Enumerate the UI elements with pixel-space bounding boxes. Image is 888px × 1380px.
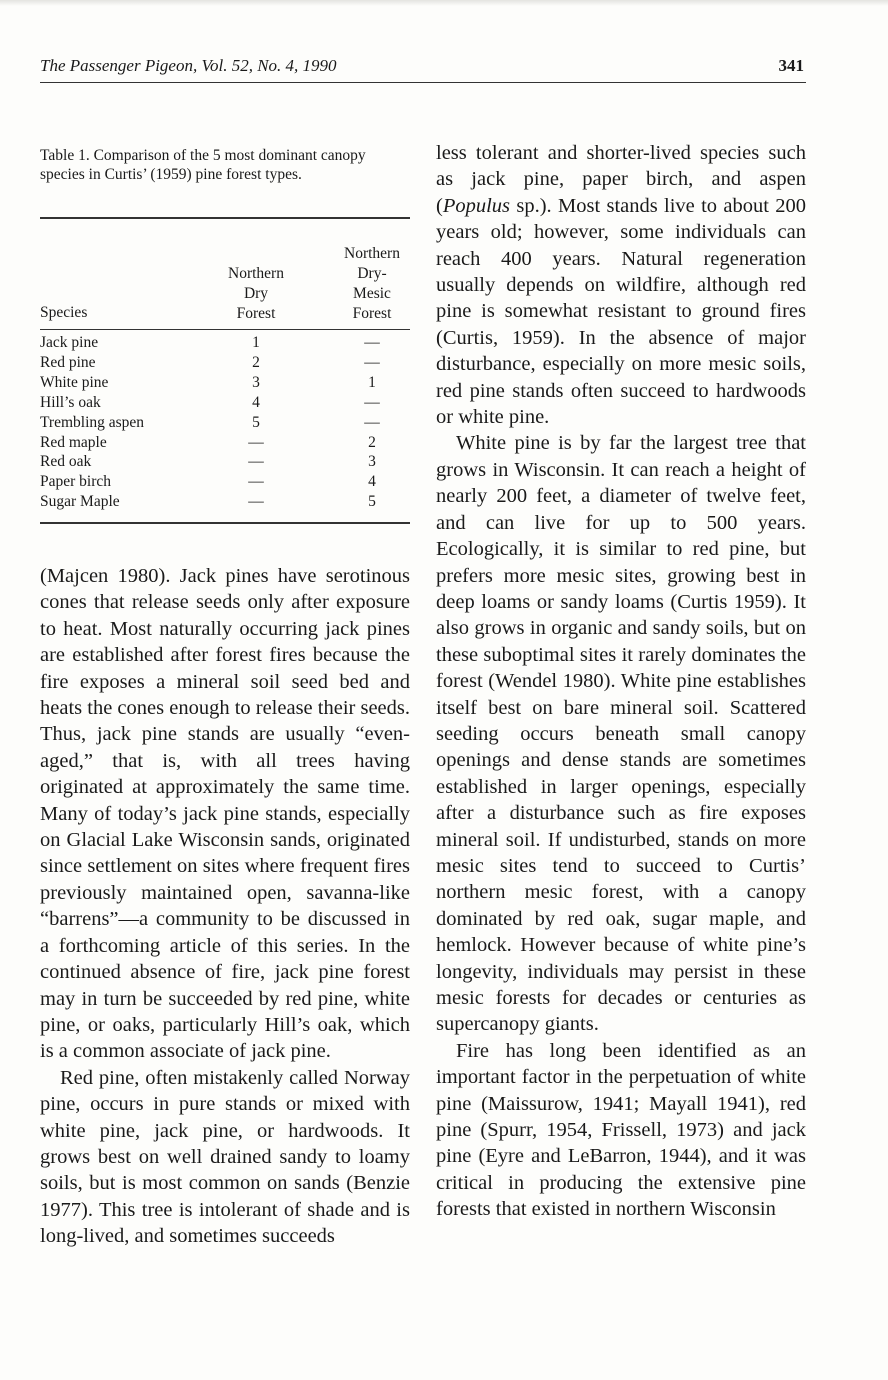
cell-northern-dry-mesic: 3 [368, 453, 376, 471]
cell-northern-dry-mesic: 2 [368, 433, 376, 451]
table-top-rule [40, 217, 410, 219]
header-species: Species [40, 304, 88, 321]
journal-title: The Passenger Pigeon, Vol. 52, No. 4, 1990 [40, 56, 337, 75]
paragraph: Fire has long been identified as an important factor in the perpetuation of white pine (Maissurow, 1941; Mayall 1941), red pine (Spurr, 1954, Frissell, 1973) and jack pine (Eyre and LeBarron, 1944), and it was critical in producing the extensive pine forests that existed in northern Wisconsin [436, 1039, 806, 1221]
table-bottom-rule [40, 522, 410, 524]
cell-northern-dry: — [248, 433, 264, 451]
header-northern-dry-mesic: Northern Dry- Mesic Forest [344, 245, 400, 322]
cell-northern-dry: 4 [252, 393, 260, 411]
cell-species: Sugar Maple [40, 493, 120, 511]
table-row [40, 333, 410, 353]
table-row [40, 393, 410, 413]
left-column-text [40, 563, 410, 1250]
paragraph: Red pine, often mistakenly called Norway pine, occurs in pure stands or mixed with white pine, jack pine, or hardwoods. It grows best on well drained sandy to loamy soils, but is most common on sands (Benzie 1977). This tree is intolerant of shade and is long-lived, and sometimes succeeds [40, 1066, 410, 1248]
cell-northern-dry: — [248, 473, 264, 491]
cell-northern-dry: 1 [252, 334, 260, 351]
table-row [40, 472, 410, 492]
page-top-edge [0, 0, 888, 6]
cell-species: White pine [40, 373, 109, 391]
table-header-rule [40, 329, 410, 330]
right-column-text [436, 140, 806, 1223]
cell-species: Paper birch [40, 473, 112, 491]
cell-northern-dry-mesic: — [364, 353, 380, 371]
table-row [40, 452, 410, 472]
cell-northern-dry: — [248, 493, 264, 511]
cell-northern-dry: 5 [252, 413, 260, 431]
cell-species: Trembling aspen [40, 413, 145, 431]
table-row [40, 492, 410, 512]
cell-northern-dry-mesic: 4 [368, 473, 376, 491]
paragraph: (Majcen 1980). Jack pines have serotinous cones that release seeds only after exposure to heat. Most naturally occurring jack pines are established after forest fires because the fire exposes a mineral soil seed bed and heats the cones enough to release their seeds. Thus, jack pine stands are usually “even-aged,” that is, with all trees having originated at approximately the same time. Many of today’s jack pine stands, especially on Glacial Lake Wisconsin sands, originated since settlement on sites where frequent fires previously maintained open, savanna-like “barrens”—a community to be discussed in a forthcoming article of this series. In the continued absence of fire, jack pine forest may in turn be succeeded by red pine, white pine, or oaks, particularly Hill’s oak, which is a common associate of jack pine. [40, 565, 411, 1063]
cell-northern-dry: 3 [252, 373, 260, 391]
table-row [40, 353, 410, 373]
table-row [40, 413, 410, 433]
cell-northern-dry-mesic: — [364, 413, 380, 431]
cell-species: Jack pine [40, 334, 99, 351]
cell-species: Red maple [40, 433, 107, 451]
cell-species: Red pine [40, 353, 96, 371]
paragraph: White pine is by far the largest tree that grows in Wisconsin. It can reach a height of nearly 200 feet, a diameter of twelve feet, and can live for up to 500 years. Ecologically, it is similar to red pine, but prefers more mesic sites, growing best in deep loams or sandy loams (Curtis 1959). It also grows in organic and sandy soils, but on these suboptimal sites it rarely dominates the forest (Wendel 1980). White pine establishes itself best on bare mineral soil. Scattered seeding occurs beneath small canopy openings and dense stands are sometimes established in larger openings, especially after a disturbance such as fire exposes mineral soil. If undisturbed, stands on more mesic sites tend to succeed to Curtis’ northern mesic forest, with a canopy dominated by red oak, sugar maple, and hemlock. However because of white pine’s longevity, individuals may persist in these mesic forests for decades or centuries as supercanopy giants. [436, 432, 806, 1036]
cell-northern-dry: 2 [252, 353, 260, 371]
cell-northern-dry-mesic: — [364, 334, 380, 351]
header-northern-dry: Northern Dry Forest [228, 265, 284, 322]
page-number: 341 [778, 56, 804, 75]
cell-species: Hill’s oak [40, 393, 101, 411]
table-row [40, 373, 410, 393]
table-caption: Table 1. Comparison of the 5 most dominant canopy species in Curtis’ (1959) pine forest types. [40, 147, 366, 183]
paragraph: less tolerant and shorter-lived species such as jack pine, paper birch, and aspen (Populus sp.). Most stands live to about 200 years old; however, some individuals can reach 400 years. Natural regeneration usually depends on wildfire, although red pine is somewhat resistant to ground fires (Curtis, 1959). In the absence of major disturbance, especially on more mesic soils, red pine stands often succeed to hardwoods or white pine. [436, 142, 806, 429]
cell-northern-dry: — [248, 453, 264, 471]
cell-species: Red oak [40, 453, 92, 471]
running-header [40, 52, 806, 83]
table-row [40, 433, 410, 453]
cell-northern-dry-mesic: 1 [368, 373, 376, 391]
cell-northern-dry-mesic: 5 [368, 493, 376, 511]
cell-northern-dry-mesic: — [364, 393, 380, 411]
